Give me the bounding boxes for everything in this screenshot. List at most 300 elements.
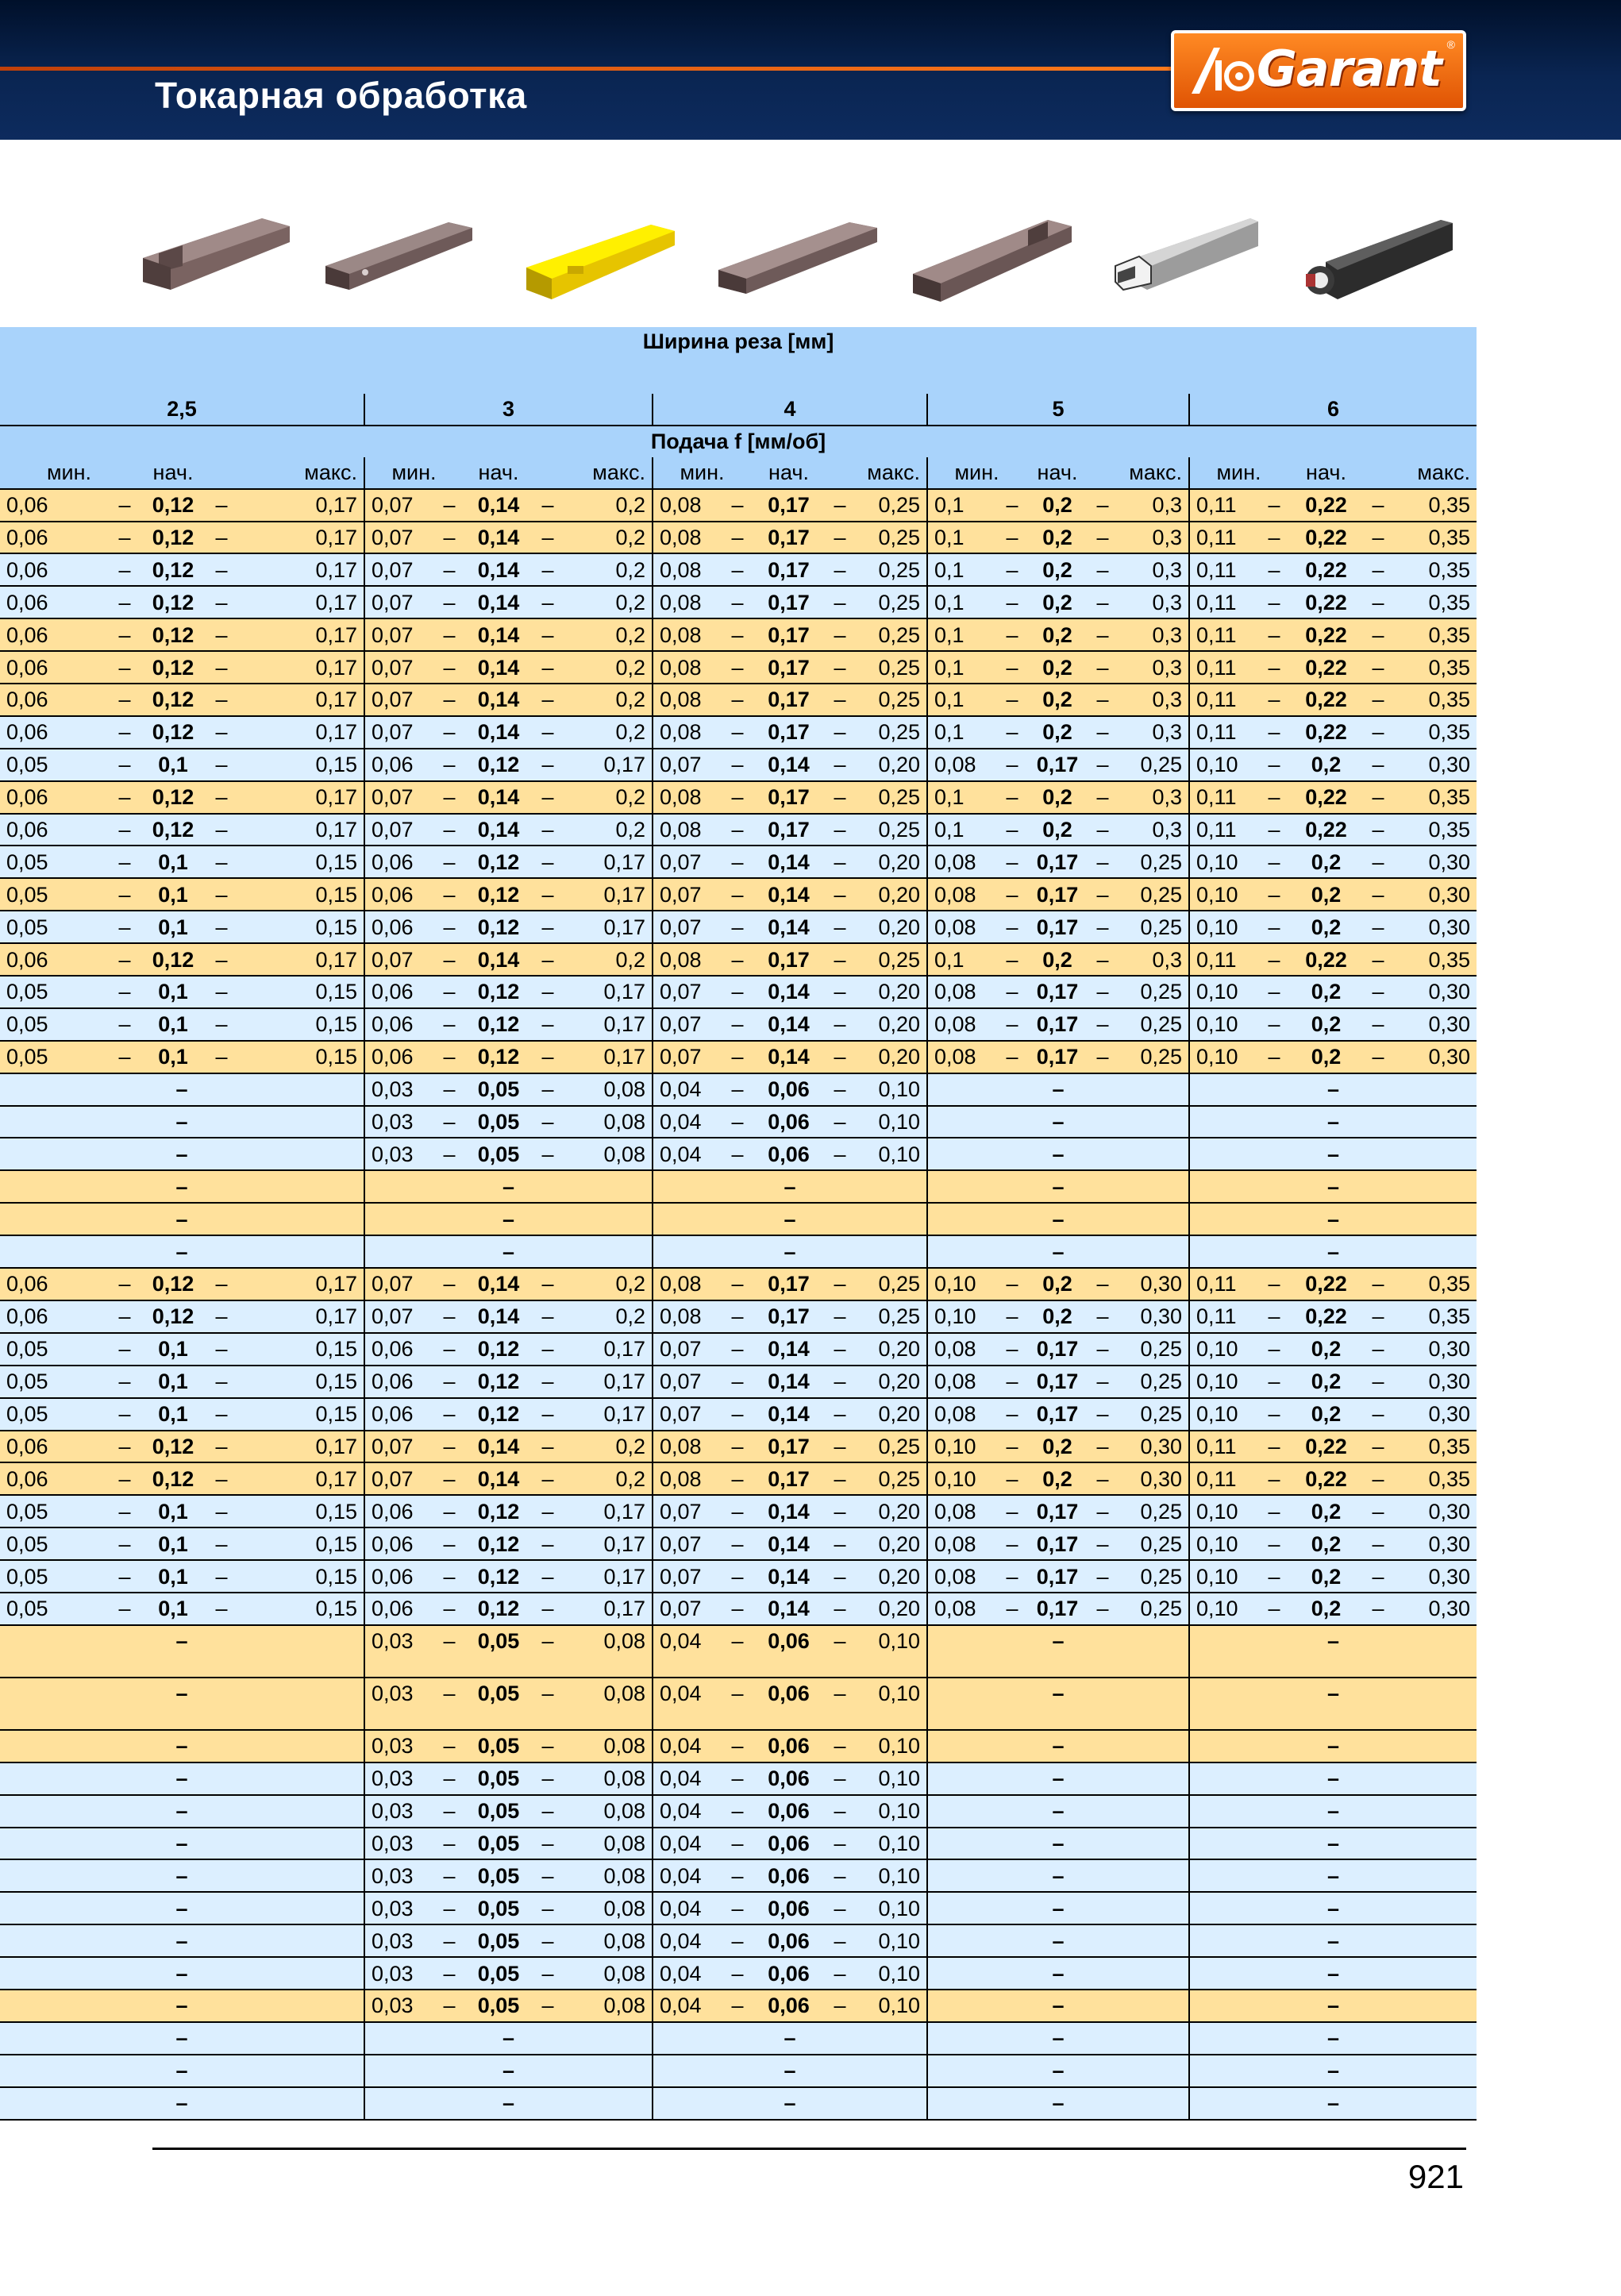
no-value-dash: – (364, 2087, 653, 2120)
feed-start: 0,14 (463, 1462, 534, 1495)
feed-start: 0,14 (463, 651, 534, 684)
no-value-dash: – (0, 1170, 364, 1203)
feed-start: 0,1 (138, 976, 208, 1008)
feed-max: 0,10 (853, 1990, 927, 2022)
dash: – (999, 522, 1026, 554)
label-min: мин. (364, 457, 463, 489)
feed-max: 0,08 (561, 1625, 653, 1678)
dash: – (534, 1957, 561, 1990)
table-row (0, 1041, 1477, 1073)
cut-width-values-row (0, 394, 1477, 426)
feed-max: 0,17 (235, 781, 364, 814)
feed-max: 0,17 (235, 1431, 364, 1463)
feed-start: 0,2 (1026, 716, 1089, 749)
no-value-dash: – (1189, 1106, 1477, 1138)
dash: – (436, 846, 463, 878)
feed-start: 0,2 (1026, 553, 1089, 586)
feed-start: 0,1 (138, 911, 208, 943)
dash: – (208, 522, 235, 554)
dash: – (534, 1008, 561, 1041)
feed-start: 0,06 (751, 1795, 826, 1828)
feed-max: 0,08 (561, 1138, 653, 1170)
feed-start: 0,12 (138, 522, 208, 554)
feed-max: 0,35 (1392, 651, 1477, 684)
feed-min: 0,05 (0, 1333, 111, 1366)
feed-start: 0,1 (138, 878, 208, 911)
dash: – (1089, 781, 1116, 814)
label-max: макс. (534, 457, 653, 489)
dash: – (208, 1495, 235, 1527)
dash: – (1365, 749, 1392, 781)
feed-min: 0,07 (364, 586, 436, 618)
black-grooving-insert-icon (1298, 210, 1457, 314)
feed-start: 0,14 (751, 1560, 826, 1593)
feed-start: 0,22 (1288, 684, 1365, 716)
feed-max: 0,2 (561, 553, 653, 586)
feed-max: 0,35 (1392, 1431, 1477, 1463)
feed-start: 0,06 (751, 1678, 826, 1730)
feed-min: 0,08 (927, 1041, 999, 1073)
dash: – (436, 489, 463, 522)
dash: – (436, 1990, 463, 2022)
feed-min: 0,1 (927, 684, 999, 716)
dash: – (724, 1398, 751, 1431)
feed-start: 0,14 (463, 1268, 534, 1300)
dash: – (1089, 684, 1116, 716)
dash: – (436, 1957, 463, 1990)
dash: – (826, 1268, 853, 1300)
dash: – (208, 943, 235, 976)
dash: – (436, 1625, 463, 1678)
dash: – (826, 522, 853, 554)
dash: – (826, 1462, 853, 1495)
feed-max: 0,17 (235, 489, 364, 522)
dash: – (1365, 911, 1392, 943)
dash: – (826, 1008, 853, 1041)
feed-max: 0,17 (561, 1593, 653, 1625)
no-value-dash: – (927, 1762, 1189, 1795)
feed-min: 0,08 (927, 878, 999, 911)
feed-min: 0,05 (0, 846, 111, 878)
feed-max: 0,25 (853, 943, 927, 976)
feed-min: 0,06 (0, 553, 111, 586)
dash: – (436, 814, 463, 846)
feed-min: 0,03 (364, 1762, 436, 1795)
feed-max: 0,30 (1392, 749, 1477, 781)
feed-start: 0,14 (463, 489, 534, 522)
feed-max: 0,10 (853, 1957, 927, 1990)
no-value-dash: – (0, 2055, 364, 2087)
feed-start: 0,22 (1288, 651, 1365, 684)
feed-min: 0,03 (364, 1859, 436, 1892)
dash: – (534, 1462, 561, 1495)
dash: – (111, 1333, 138, 1366)
feed-max: 0,2 (561, 522, 653, 554)
dash: – (724, 911, 751, 943)
feed-min: 0,06 (364, 846, 436, 878)
feed-min: 0,1 (927, 618, 999, 651)
feed-start: 0,22 (1288, 814, 1365, 846)
dash: – (1261, 1593, 1288, 1625)
feed-min: 0,08 (653, 522, 724, 554)
dash: – (534, 1560, 561, 1593)
feed-min: 0,07 (364, 1300, 436, 1333)
cut-width-4: 5 (927, 394, 1189, 426)
dash: – (1261, 943, 1288, 976)
feed-min: 0,08 (653, 943, 724, 976)
feed-start: 0,06 (751, 1625, 826, 1678)
feed-max: 0,25 (853, 522, 927, 554)
feed-max: 0,10 (853, 1762, 927, 1795)
feed-min: 0,1 (927, 781, 999, 814)
dash: – (999, 1593, 1026, 1625)
dash: – (724, 684, 751, 716)
feed-min: 0,06 (364, 1593, 436, 1625)
dash: – (1261, 1041, 1288, 1073)
feed-min: 0,08 (653, 1462, 724, 1495)
feed-start: 0,17 (1026, 1593, 1089, 1625)
dash: – (208, 1462, 235, 1495)
table-row (0, 586, 1477, 618)
feed-max: 0,10 (853, 1106, 927, 1138)
table-row (0, 1268, 1477, 1300)
feed-max: 0,15 (235, 846, 364, 878)
brown-grooving-insert-icon (714, 210, 881, 306)
dash: – (1261, 1398, 1288, 1431)
feed-max: 0,2 (561, 651, 653, 684)
dash: – (724, 1431, 751, 1463)
dash: – (208, 651, 235, 684)
table-row (0, 1593, 1477, 1625)
dash: – (111, 814, 138, 846)
feed-min: 0,11 (1189, 1268, 1261, 1300)
dash: – (826, 1892, 853, 1924)
feed-max: 0,25 (1116, 1398, 1189, 1431)
dash: – (999, 878, 1026, 911)
feed-min: 0,04 (653, 1762, 724, 1795)
feed-min: 0,10 (1189, 878, 1261, 911)
feed-start: 0,14 (751, 1041, 826, 1073)
table-row (0, 943, 1477, 976)
dash: – (826, 1366, 853, 1398)
feed-min: 0,10 (1189, 1333, 1261, 1366)
feed-min: 0,05 (0, 1398, 111, 1431)
feed-max: 0,25 (1116, 1008, 1189, 1041)
no-value-dash: – (0, 2022, 364, 2055)
feed-min: 0,07 (653, 846, 724, 878)
dash: – (436, 1495, 463, 1527)
feed-max: 0,30 (1392, 1398, 1477, 1431)
feed-max: 0,17 (235, 1462, 364, 1495)
no-value-dash: – (927, 1957, 1189, 1990)
feed-max: 0,15 (235, 1041, 364, 1073)
dash: – (208, 618, 235, 651)
dash: – (436, 618, 463, 651)
feed-min: 0,05 (0, 878, 111, 911)
page-header (0, 0, 1621, 140)
dash: – (1365, 781, 1392, 814)
feed-start: 0,1 (138, 1495, 208, 1527)
no-value-dash: – (0, 1073, 364, 1106)
feed-min: 0,11 (1189, 1431, 1261, 1463)
dash: – (999, 943, 1026, 976)
feed-min: 0,07 (653, 1495, 724, 1527)
feed-min: 0,08 (653, 618, 724, 651)
label-start: нач. (1288, 457, 1365, 489)
dash: – (534, 651, 561, 684)
feed-min: 0,08 (927, 1398, 999, 1431)
dash: – (436, 1560, 463, 1593)
feed-start: 0,14 (751, 1366, 826, 1398)
no-value-dash: – (1189, 1762, 1477, 1795)
feed-start: 0,22 (1288, 1431, 1365, 1463)
dash: – (111, 684, 138, 716)
dash: – (1365, 1300, 1392, 1333)
feed-start: 0,14 (463, 716, 534, 749)
feed-min: 0,04 (653, 1859, 724, 1892)
dash: – (534, 1859, 561, 1892)
label-max: макс. (208, 457, 364, 489)
dash: – (999, 684, 1026, 716)
feed-max: 0,08 (561, 1730, 653, 1762)
dash: – (1365, 943, 1392, 976)
feed-min: 0,07 (364, 781, 436, 814)
dash: – (1089, 943, 1116, 976)
feed-max: 0,35 (1392, 1462, 1477, 1495)
feed-start: 0,05 (463, 1795, 534, 1828)
feed-min: 0,1 (927, 943, 999, 976)
feed-start: 0,2 (1288, 878, 1365, 911)
table-row (0, 651, 1477, 684)
dash: – (436, 553, 463, 586)
dash: – (724, 716, 751, 749)
dash: – (724, 1300, 751, 1333)
feed-min: 0,08 (927, 1593, 999, 1625)
dash: – (534, 1268, 561, 1300)
feed-max: 0,25 (1116, 1495, 1189, 1527)
table-row (0, 522, 1477, 554)
feed-start: 0,06 (751, 1957, 826, 1990)
dash: – (999, 1333, 1026, 1366)
dash: – (436, 1008, 463, 1041)
feed-max: 0,10 (853, 1859, 927, 1892)
no-value-dash: – (927, 1859, 1189, 1892)
feed-min: 0,1 (927, 553, 999, 586)
no-value-dash: – (1189, 1235, 1477, 1268)
feed-start: 0,2 (1026, 489, 1089, 522)
feed-min: 0,06 (364, 749, 436, 781)
feed-title-row (0, 426, 1477, 457)
feed-start: 0,06 (751, 1762, 826, 1795)
dash: – (111, 1462, 138, 1495)
feed-start: 0,12 (138, 651, 208, 684)
feed-min: 0,03 (364, 1730, 436, 1762)
no-value-dash: – (653, 1235, 927, 1268)
dash: – (534, 1073, 561, 1106)
feed-start: 0,14 (463, 618, 534, 651)
dash: – (436, 522, 463, 554)
feed-min: 0,07 (653, 749, 724, 781)
feed-min: 0,05 (0, 1527, 111, 1560)
feed-start: 0,06 (751, 1990, 826, 2022)
feed-start: 0,2 (1026, 943, 1089, 976)
dash: – (1365, 489, 1392, 522)
cut-width-5: 6 (1189, 394, 1477, 426)
dash: – (999, 1041, 1026, 1073)
feed-max: 0,10 (853, 1678, 927, 1730)
feed-min: 0,04 (653, 1892, 724, 1924)
dash: – (999, 976, 1026, 1008)
footer-rule (152, 2148, 1466, 2150)
feed-max: 0,35 (1392, 716, 1477, 749)
dash: – (436, 684, 463, 716)
label-min: мин. (1189, 457, 1288, 489)
feed-max: 0,35 (1392, 814, 1477, 846)
feed-start: 0,05 (463, 1073, 534, 1106)
table-row (0, 976, 1477, 1008)
table-row (0, 489, 1477, 522)
cut-width-title: Ширина реза [мм] (0, 327, 1477, 360)
dash: – (534, 1138, 561, 1170)
dash: – (826, 1762, 853, 1795)
feed-min: 0,11 (1189, 781, 1261, 814)
dash: – (1089, 878, 1116, 911)
dash: – (436, 1527, 463, 1560)
feed-start: 0,2 (1026, 618, 1089, 651)
dash: – (534, 1431, 561, 1463)
feed-max: 0,2 (561, 1300, 653, 1333)
dash: – (724, 1138, 751, 1170)
dash: – (724, 814, 751, 846)
dash: – (1365, 1333, 1392, 1366)
feed-min: 0,10 (927, 1300, 999, 1333)
feed-min: 0,04 (653, 1625, 724, 1678)
dash: – (999, 846, 1026, 878)
feed-max: 0,17 (235, 814, 364, 846)
feed-start: 0,12 (463, 749, 534, 781)
feed-start: 0,05 (463, 1625, 534, 1678)
dash: – (534, 586, 561, 618)
label-min: мин. (0, 457, 138, 489)
feed-max: 0,30 (1392, 911, 1477, 943)
feed-start: 0,12 (463, 911, 534, 943)
feed-min: 0,03 (364, 1828, 436, 1860)
dash: – (1365, 1041, 1392, 1073)
dash: – (1089, 1333, 1116, 1366)
feed-start: 0,17 (1026, 749, 1089, 781)
dash: – (436, 1138, 463, 1170)
feed-max: 0,3 (1116, 553, 1189, 586)
feed-max: 0,30 (1392, 1495, 1477, 1527)
feed-start: 0,12 (463, 1560, 534, 1593)
dash: – (111, 1431, 138, 1463)
dash: – (826, 1106, 853, 1138)
feed-start: 0,17 (1026, 911, 1089, 943)
no-value-dash: – (927, 1138, 1189, 1170)
feed-start: 0,1 (138, 1008, 208, 1041)
dash: – (436, 1431, 463, 1463)
feed-max: 0,2 (561, 781, 653, 814)
feed-min: 0,07 (364, 814, 436, 846)
table-row (0, 781, 1477, 814)
dash: – (724, 651, 751, 684)
feed-min: 0,07 (653, 976, 724, 1008)
no-value-dash: – (0, 1106, 364, 1138)
feed-max: 0,20 (853, 1593, 927, 1625)
dash: – (724, 1333, 751, 1366)
feed-start: 0,05 (463, 1859, 534, 1892)
feed-min: 0,03 (364, 1892, 436, 1924)
feed-min: 0,06 (0, 522, 111, 554)
feed-start: 0,17 (751, 814, 826, 846)
feed-min: 0,1 (927, 814, 999, 846)
feed-max: 0,35 (1392, 586, 1477, 618)
dash: – (1261, 553, 1288, 586)
feed-max: 0,2 (561, 1462, 653, 1495)
no-value-dash: – (927, 1730, 1189, 1762)
feed-max: 0,20 (853, 1398, 927, 1431)
dash: – (724, 1527, 751, 1560)
feed-max: 0,15 (235, 1593, 364, 1625)
dash: – (826, 1073, 853, 1106)
feed-max: 0,2 (561, 586, 653, 618)
feed-max: 0,08 (561, 1828, 653, 1860)
dash: – (826, 489, 853, 522)
dash: – (534, 976, 561, 1008)
feed-max: 0,17 (235, 553, 364, 586)
feed-min: 0,10 (1189, 749, 1261, 781)
dash: – (1261, 1431, 1288, 1463)
feed-min: 0,11 (1189, 489, 1261, 522)
no-value-dash: – (927, 1828, 1189, 1860)
feed-min: 0,04 (653, 1795, 724, 1828)
dash: – (826, 943, 853, 976)
dash: – (999, 1527, 1026, 1560)
dash: – (999, 1268, 1026, 1300)
feed-min: 0,06 (0, 716, 111, 749)
no-value-dash: – (927, 1625, 1189, 1678)
feed-max: 0,20 (853, 1008, 927, 1041)
table-row (0, 1795, 1477, 1828)
feed-min: 0,06 (0, 1462, 111, 1495)
dash: – (111, 1593, 138, 1625)
no-value-dash: – (1189, 1138, 1477, 1170)
feed-start: 0,12 (138, 618, 208, 651)
dash: – (826, 846, 853, 878)
dash: – (208, 1333, 235, 1366)
table-row (0, 1762, 1477, 1795)
dash: – (999, 716, 1026, 749)
feed-min: 0,10 (927, 1268, 999, 1300)
feed-rate-table (0, 327, 1477, 2121)
feed-start: 0,14 (463, 522, 534, 554)
logo-text: Garant (1257, 40, 1442, 98)
dash: – (724, 1268, 751, 1300)
feed-start: 0,2 (1026, 1431, 1089, 1463)
feed-start: 0,2 (1288, 846, 1365, 878)
dash: – (999, 651, 1026, 684)
dash: – (1365, 1398, 1392, 1431)
feed-start: 0,12 (463, 1398, 534, 1431)
label-start: нач. (138, 457, 208, 489)
dash: – (208, 846, 235, 878)
feed-min: 0,08 (653, 553, 724, 586)
dash: – (1365, 522, 1392, 554)
no-value-dash: – (364, 2055, 653, 2087)
dash: – (208, 553, 235, 586)
table-row (0, 2087, 1477, 2120)
feed-start: 0,22 (1288, 489, 1365, 522)
